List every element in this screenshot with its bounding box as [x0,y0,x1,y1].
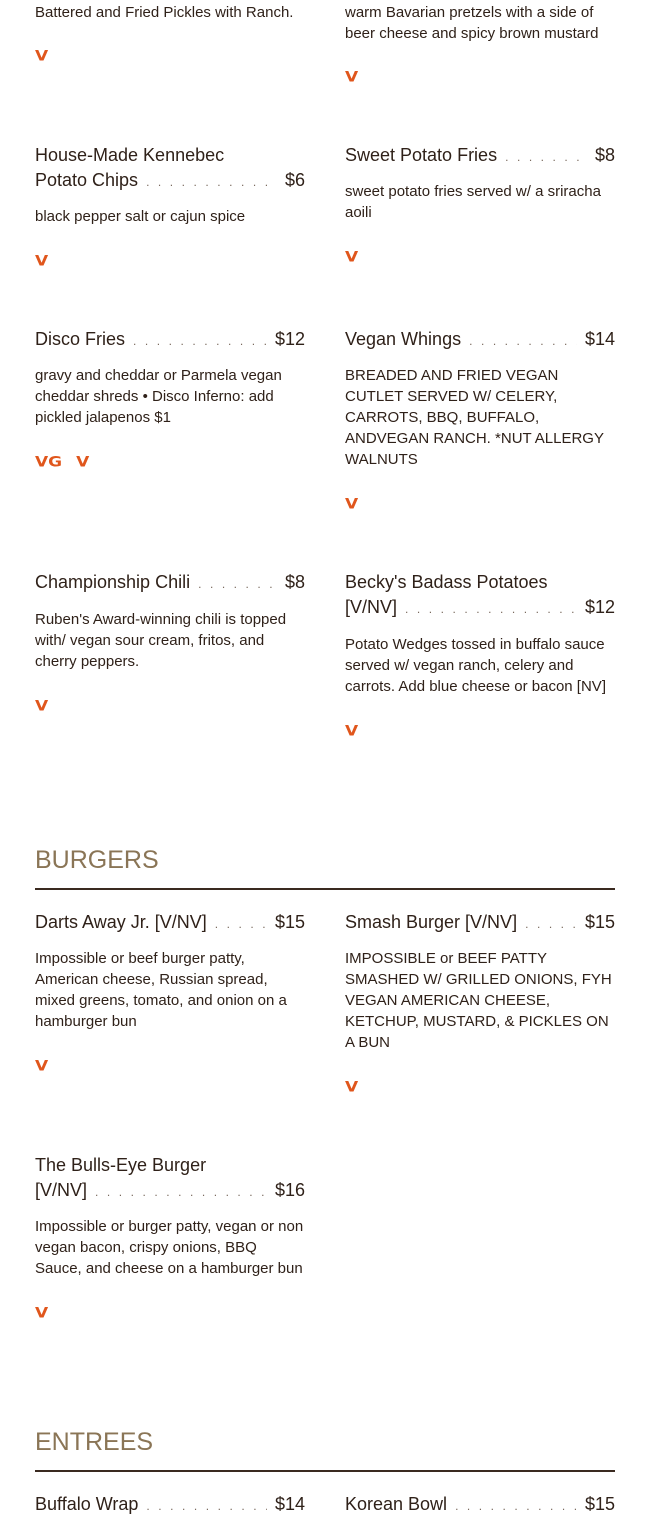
dot-leader [215,912,267,937]
disco-fries-badges [35,452,305,472]
sweet-potato-fries-badges [345,247,615,267]
fried-pickles-description: Battered and Fried Pickles with Ranch. [35,4,294,21]
menu-item-name-cont: Potato Chips [35,170,139,190]
menu-item-name: House-Made Kennebec [35,145,225,165]
menu-item-price: $15 [584,912,615,932]
menu-item-price: $6 [284,170,305,190]
menu-item-name: Darts Away Jr. [V/NV] [35,912,207,932]
menu-item-bulls-eye-burger [35,1153,305,1205]
chili-description: Ruben's Award-winning chili is topped with/ vegan sour cream, fritos, and cherry peppers. [35,611,287,670]
vegetarian-badge-icon: V [345,495,359,513]
dot-leader [146,170,277,195]
menu-item-korean-bowl [345,1492,615,1519]
section-title-burgers: BURGERS [35,846,159,874]
dot-leader [95,1180,267,1205]
menu-item-price: $15 [584,1494,615,1514]
menu-item-disco-fries [35,327,305,354]
vegan-whings-description: BREADED AND FRIED VEGAN CUTLET SERVED W/ CELERY, CARROTS, BBQ, BUFFALO, ANDVEGAN RANCH. *NUT ALLERGY WALNUTS [345,367,604,468]
vegan-whings-badges [345,494,615,514]
vegetarian-badge-icon: V [35,252,49,270]
menu-item-price: $12 [584,597,615,617]
menu-item-beckys-potatoes [345,570,615,622]
fried-pickles-badges [35,46,305,66]
pretzels-description: warm Bavarian pretzels with a side of beer cheese and spicy brown mustard [345,4,599,42]
vegetarian-badge-icon: V [345,722,359,740]
menu-item-price: $15 [274,912,305,932]
section-divider [35,888,615,890]
pretzels-badges [345,67,615,87]
menu-item-name: Korean Bowl [345,1494,448,1514]
menu-item-smash-burger [345,910,615,937]
menu-item-name: Smash Burger [V/NV] [345,912,518,932]
menu-item-name-cont: [V/NV] [35,1180,88,1200]
bulls-eye-badges [35,1303,305,1323]
beckys-potatoes-badges [345,721,615,741]
menu-item-price: $12 [274,329,305,349]
dot-leader [405,597,577,622]
menu-item-name: The Bulls-Eye Burger [35,1155,207,1175]
menu-item-price: $16 [274,1180,305,1200]
vegetarian-badge-icon: V [345,68,359,86]
vegetarian-badge-icon: V [345,248,359,266]
bulls-eye-description: Impossible or burger patty, vegan or non vegan bacon, crispy onions, BBQ Sauce, and cheese on a hamburger bun [35,1218,304,1277]
section-divider [35,1470,615,1472]
dot-leader [455,1494,577,1519]
menu-item-name-cont: [V/NV] [345,597,398,617]
dot-leader [146,1494,267,1519]
section-title-entrees: ENTREES [35,1428,154,1456]
potato-chips-badges [35,251,305,271]
menu-item-price: $8 [284,572,305,592]
vegetarian-badge-icon: V [345,1078,359,1096]
menu-item-name: Disco Fries [35,329,126,349]
dot-leader [133,329,267,354]
dot-leader [198,572,277,597]
vegetarian-badge-icon: V [35,47,49,65]
vegetarian-badge-icon: V [35,1057,49,1075]
menu-item-name: Becky's Badass Potatoes [345,572,548,592]
menu-item-buffalo-wrap [35,1492,305,1519]
disco-fries-description: gravy and cheddar or Parmela vegan cheddar shreds • Disco Inferno: add pickled jalapenos $1 [35,367,282,426]
smash-burger-description: IMPOSSIBLE or BEEF PATTY SMASHED W/ GRILLED ONIONS, FYH VEGAN AMERICAN CHEESE, KETCHUP, MUSTARD, & PICKLES ON A BUN [345,950,612,1051]
potato-chips-description: black pepper salt or cajun spice [35,208,246,225]
chili-badges [35,696,305,716]
menu-item-name: Buffalo Wrap [35,1494,139,1514]
menu-item-championship-chili [35,570,305,597]
vegetarian-badge-icon: V [35,697,49,715]
menu-item-sweet-potato-fries [345,143,615,170]
menu-item-price: $8 [594,145,615,165]
sweet-potato-fries-description: sweet potato fries served w/ a sriracha aoili [345,183,601,221]
smash-burger-badges [345,1077,615,1097]
menu-item-name: Championship Chili [35,572,191,592]
menu-item-name: Sweet Potato Fries [345,145,498,165]
menu-item-name: Vegan Whings [345,329,462,349]
darts-away-jr-badges [35,1056,305,1076]
menu-item-vegan-whings [345,327,615,354]
beckys-potatoes-description: Potato Wedges tossed in buffalo sauce served w/ vegan ranch, celery and carrots. Add blue cheese or bacon [NV] [345,636,606,695]
menu-item-potato-chips [35,143,305,195]
dot-leader [525,912,577,937]
vegetarian-badge-icon: V [76,453,90,471]
dot-leader [469,329,577,354]
menu-item-price: $14 [274,1494,305,1514]
darts-away-jr-description: Impossible or beef burger patty, American cheese, Russian spread, mixed greens, tomato, and onion on a hamburger bun [35,950,287,1030]
dot-leader [505,145,587,170]
vegan-badge-icon: VG [35,453,63,471]
menu-item-price: $14 [584,329,615,349]
menu-item-darts-away-jr [35,910,305,937]
vegetarian-badge-icon: V [35,1304,49,1322]
